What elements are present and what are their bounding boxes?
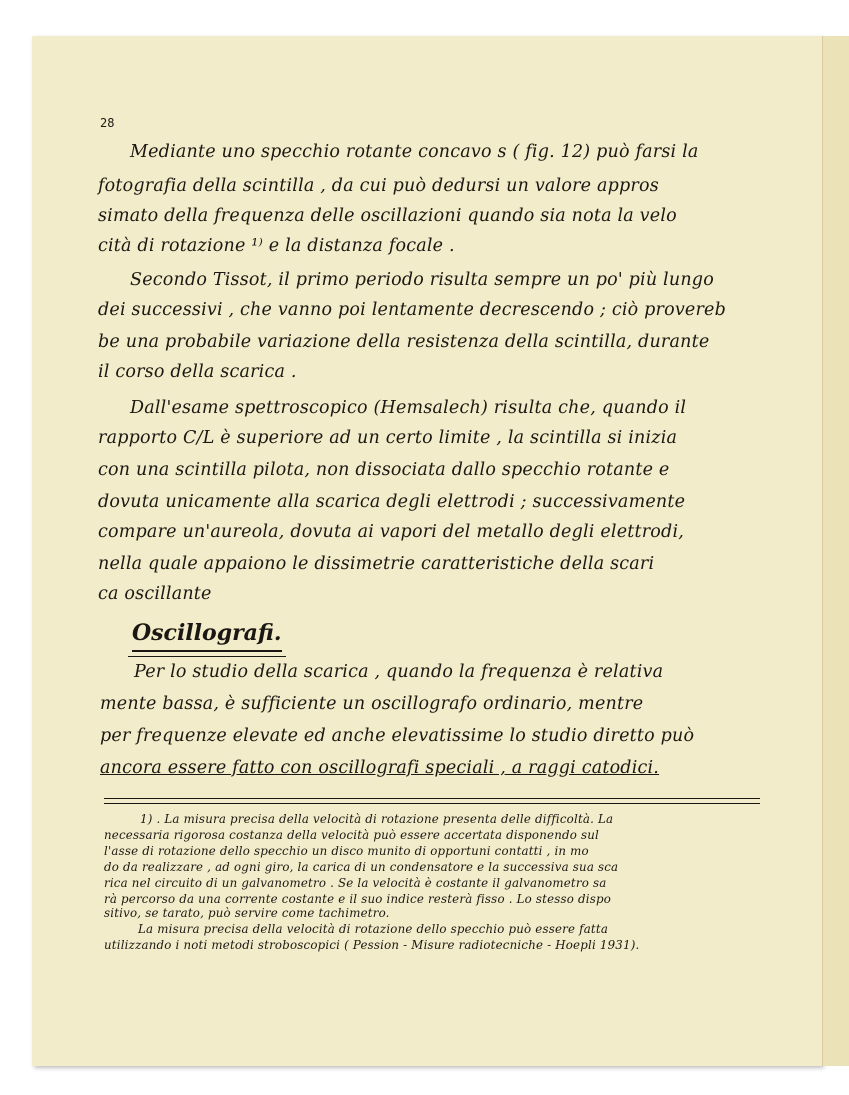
paragraph-3-line-4: dovuta unicamente alla scarica degli elettrodi ; successivamente	[98, 492, 686, 512]
paragraph-1-line-4: cità di rotazione ¹⁾ e la distanza focale .	[98, 236, 455, 256]
page-number: 28	[100, 116, 115, 130]
paragraph-3-line-3: con una scintilla pilota, non dissociata dallo specchio rotante e	[98, 460, 670, 480]
paragraph-1-line-1: Mediante uno specchio rotante concavo s ( fig. 12) può farsi la	[130, 142, 699, 162]
paragraph-2-line-3: be una probabile variazione della resistenza della scintilla, durante	[98, 332, 710, 352]
footnote-line-5: rica nel circuito di un galvanometro . Se la velocità è costante il galvanometro sa	[104, 876, 607, 890]
paragraph-4-line-3: per frequenze elevate ed anche elevatissime lo studio diretto può	[100, 726, 695, 746]
heading-underline	[128, 656, 286, 657]
paragraph-4-line-1: Per lo studio della scarica , quando la frequenza è relativa	[134, 662, 664, 682]
paragraph-2-line-2: dei successivi , che vanno poi lentamente decrescendo ; ciò provereb	[98, 300, 726, 320]
footnote-line-7: sitivo, se tarato, può servire come tachimetro.	[104, 906, 390, 920]
paragraph-3-line-5: compare un'aureola, dovuta ai vapori del metallo degli elettrodi,	[98, 522, 685, 542]
page-edge-fold	[822, 36, 849, 1066]
section-heading: Oscillografi.	[132, 620, 282, 652]
paragraph-2-line-4: il corso della scarica .	[98, 362, 297, 382]
footnote-line-6: rà percorso da una corrente costante e il suo indice resterà fisso . Lo stesso dispo	[104, 892, 612, 906]
footnote-line-8: La misura precisa della velocità di rotazione dello specchio può essere fatta	[138, 922, 609, 936]
paragraph-3-line-1: Dall'esame spettroscopico (Hemsalech) risulta che, quando il	[130, 398, 687, 418]
paragraph-4-line-2: mente bassa, è sufficiente un oscillografo ordinario, mentre	[100, 694, 644, 714]
paragraph-1-line-2: fotografia della scintilla , da cui può dedursi un valore appros	[98, 176, 659, 196]
footnote-line-2: necessaria rigorosa costanza della velocità può essere accertata disponendo sul	[104, 828, 600, 842]
paragraph-3-line-7: ca oscillante	[98, 584, 212, 604]
footnote-line-9: utilizzando i noti metodi stroboscopici ( Pession - Misure radiotecniche - Hoepli 1931).	[104, 938, 640, 952]
paragraph-3-line-2: rapporto C/L è superiore ad un certo limite , la scintilla si inizia	[98, 428, 678, 448]
footnote-line-4: do da realizzare , ad ogni giro, la carica di un condensatore e la successiva sua sca	[104, 860, 619, 874]
paragraph-1-line-3: simato della frequenza delle oscillazioni quando sia nota la velo	[98, 206, 677, 226]
footnote-separator	[104, 798, 760, 804]
paragraph-3-line-6: nella quale appaiono le dissimetrie caratteristiche della scari	[98, 554, 655, 574]
paragraph-2-line-1: Secondo Tissot, il primo periodo risulta sempre un po' più lungo	[130, 270, 714, 290]
footnote-line-1: 1) . La misura precisa della velocità di rotazione presenta delle difficoltà. La	[140, 812, 614, 826]
paragraph-4-line-4: ancora essere fatto con oscillografi speciali , a raggi catodici.	[100, 758, 660, 778]
footnote-line-3: l'asse di rotazione dello specchio un disco munito di opportuni contatti , in mo	[104, 844, 589, 858]
